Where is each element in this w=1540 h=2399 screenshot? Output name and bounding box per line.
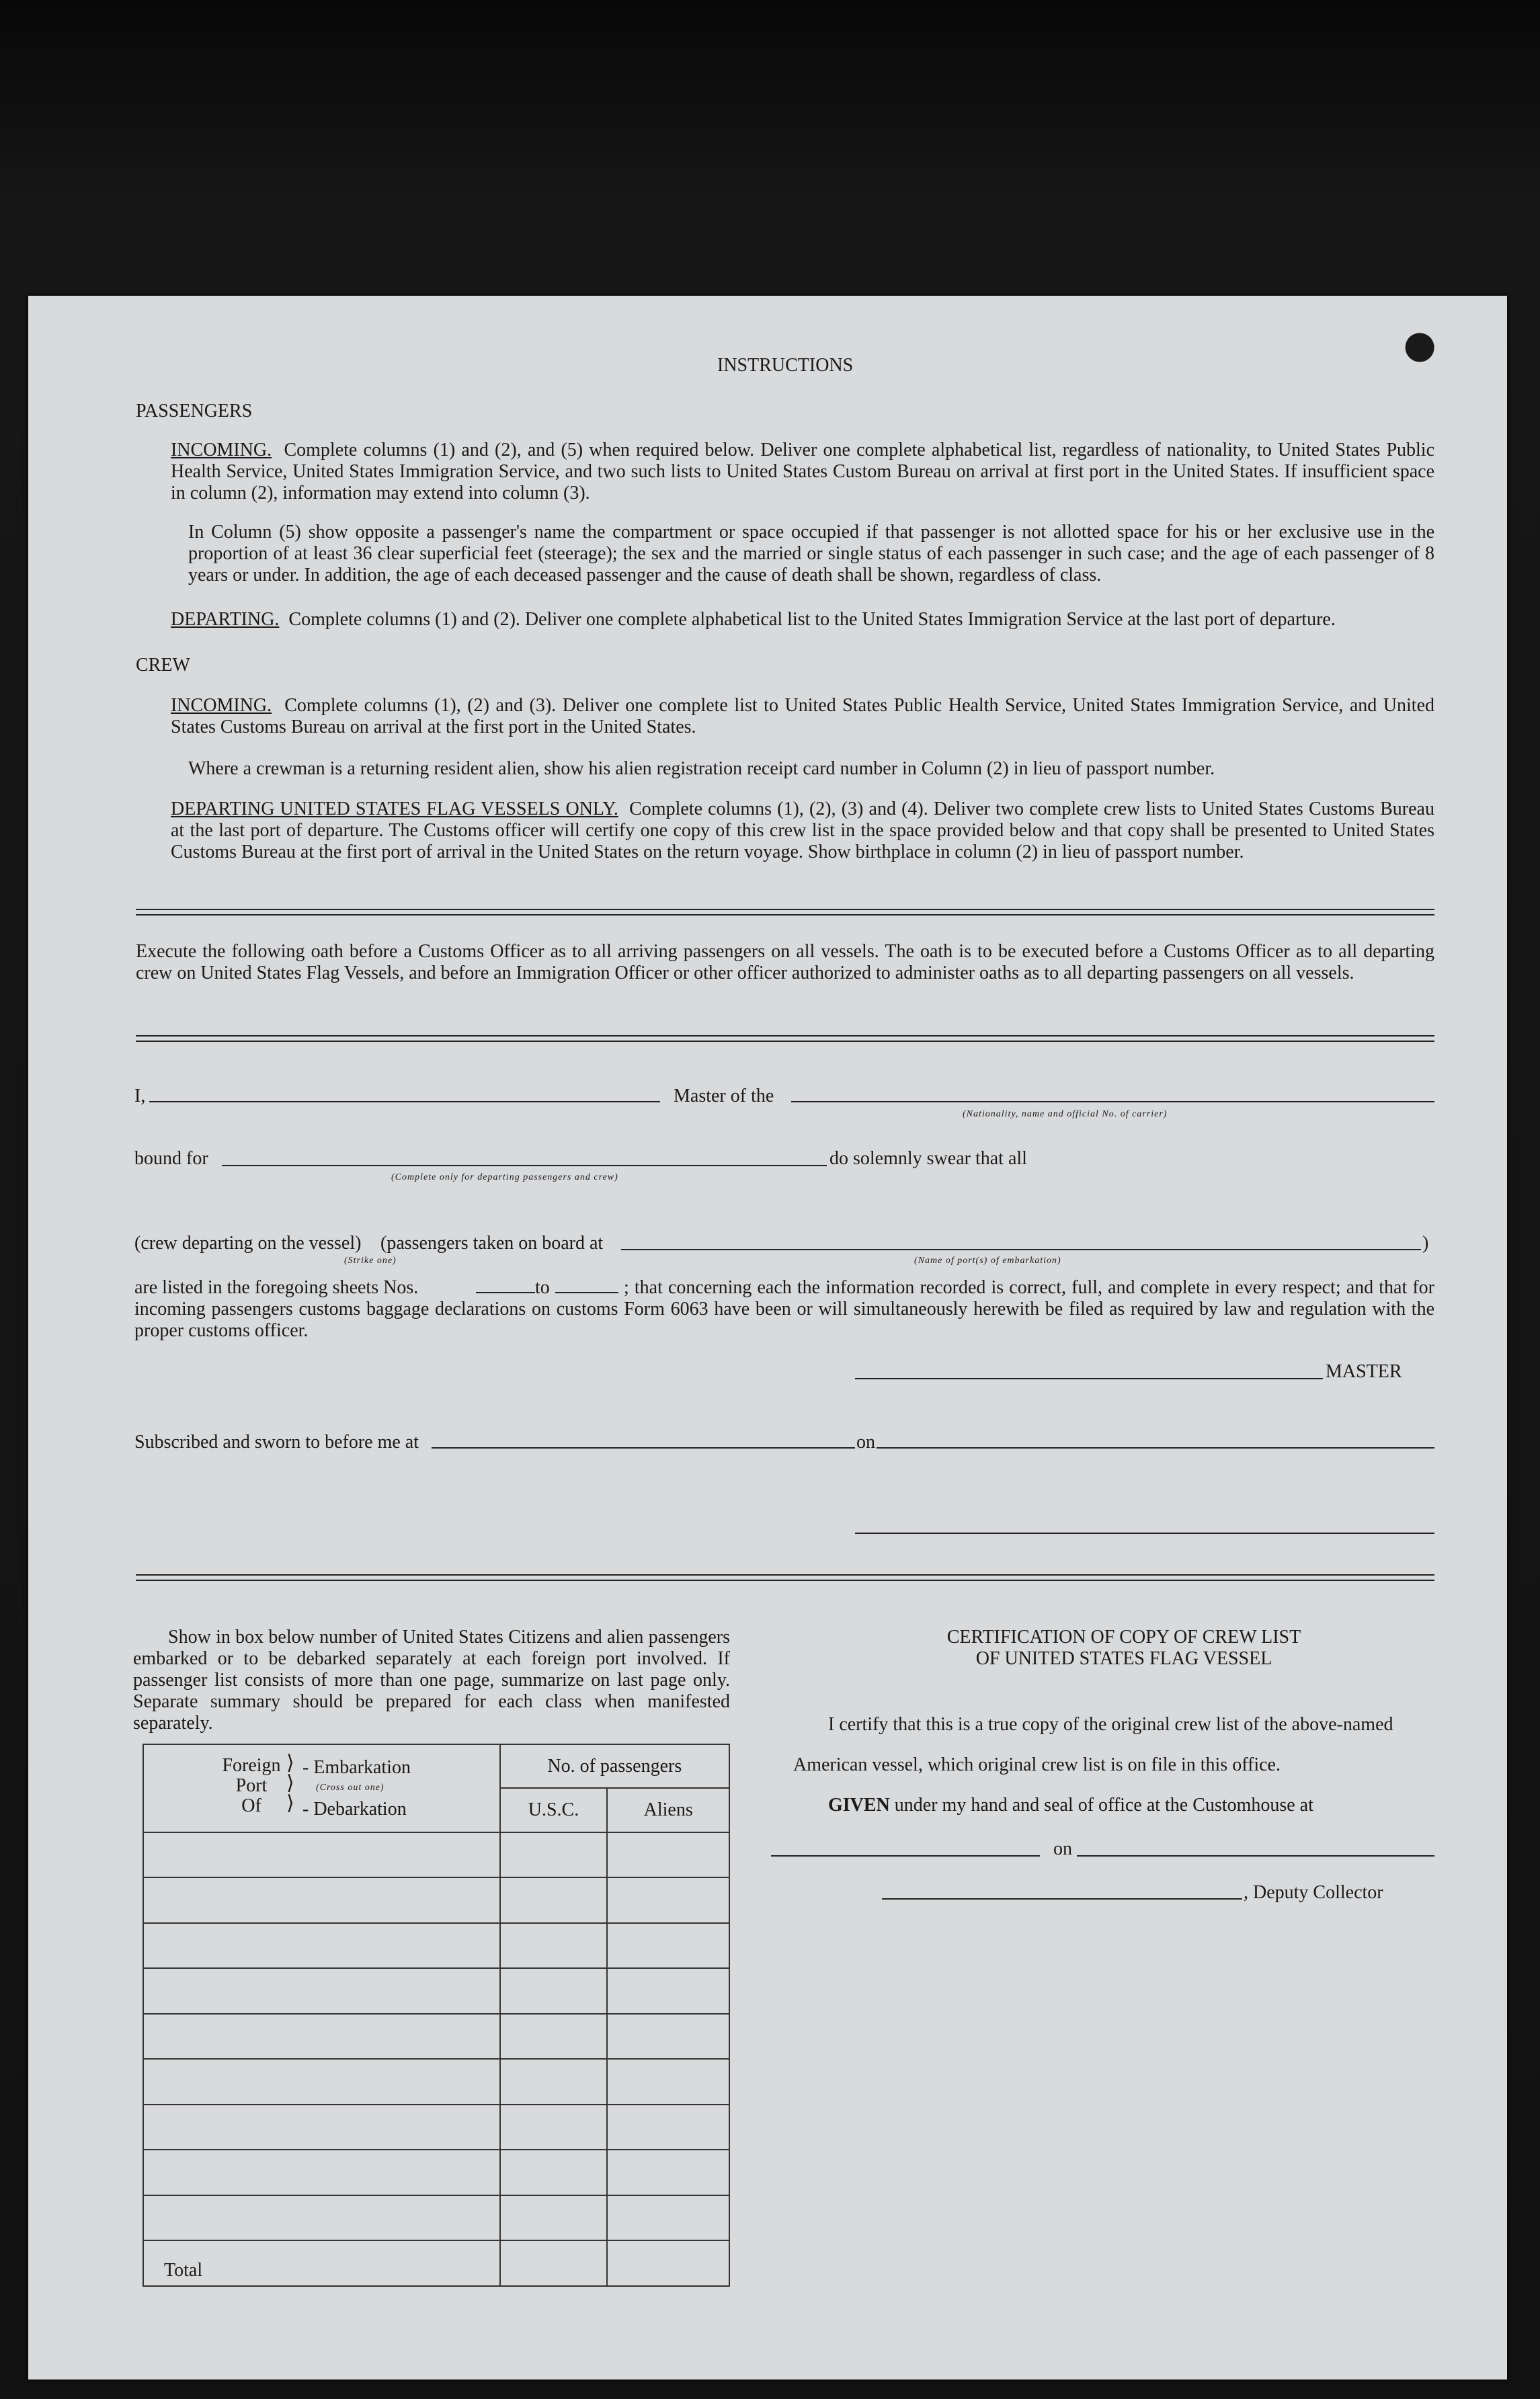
aliens-cell[interactable]	[607, 2059, 729, 2105]
certification-title-2: OF UNITED STATES FLAG VESSEL	[975, 1648, 1272, 1669]
crew-incoming	[171, 695, 1434, 738]
passengers-incoming-text: Complete columns (1) and (2), and (5) when required below. Deliver one complete alphabetical list, regardless of nationality, to United States Public Health Service, United States Immigration Service, and two such lists to United States Custom Bureau on arrival at first port in the United States. If insufficient space in column (2), information may extend into column (3).	[171, 440, 1435, 503]
of-label: Of	[241, 1795, 261, 1817]
usc-cell[interactable]	[500, 1968, 608, 2014]
master-name-field[interactable]	[149, 1101, 660, 1102]
usc-cell[interactable]	[500, 1923, 608, 1969]
oath-i: I,	[134, 1086, 146, 1106]
usc-cell[interactable]	[500, 2059, 608, 2105]
cert-date-field[interactable]	[1077, 1855, 1434, 1857]
passengers-departing-label: DEPARTING.	[171, 609, 280, 630]
divider	[136, 909, 1434, 916]
passenger-summary-table	[143, 1744, 730, 2287]
aliens-total-cell[interactable]	[607, 2240, 729, 2286]
crew-departing	[171, 799, 1434, 863]
master-label: MASTER	[1326, 1361, 1402, 1382]
instructions-heading: INSTRUCTIONS	[717, 355, 854, 376]
crew-departing-text: Complete columns (1), (2), (3) and (4). Deliver two complete crew lists to United States Customs Bureau at the last port of departure. The Customs officer will certify one copy of this crew list in the space provided below and that copy shall be presented to United States Customs Bureau at the first port of arrival in the United States on the return voyage. Show birthplace in column (2) in lieu of passport number.	[171, 799, 1434, 862]
listed-text-b: ; that concerning each the information recorded is correct, full, and complete in every respect; and that for incoming passengers customs baggage declarations on customs Form 6063 have been or will simultaneously herewith be filed as required by law and regulation with the proper customs officer.	[134, 1277, 1434, 1341]
aliens-cell[interactable]	[607, 2195, 729, 2241]
crew-title: CREW	[136, 655, 190, 676]
close-paren: )	[1422, 1233, 1429, 1254]
port-note: (Name of port(s) of embarkation)	[914, 1256, 1061, 1266]
crew-resident: Where a crewman is a returning resident alien, show his alien registration receipt card number in Column (2) in lieu of passport number.	[188, 758, 1215, 779]
passengers-departing	[171, 609, 1434, 631]
divider	[136, 1574, 1434, 1581]
usc-total-cell[interactable]	[500, 2240, 608, 2286]
aliens-cell[interactable]	[607, 1877, 729, 1923]
embarkation-label[interactable]: - Embarkation	[302, 1757, 411, 1779]
usc-cell[interactable]	[500, 2014, 608, 2060]
sworn-on-label: on	[856, 1432, 875, 1453]
port-cell[interactable]	[143, 1923, 500, 1969]
port-cell[interactable]	[143, 1877, 500, 1923]
port-label: Port	[235, 1775, 268, 1797]
crew-incoming-label: INCOMING.	[171, 695, 272, 716]
form-page	[28, 296, 1507, 2380]
port-embarkation-field[interactable]	[621, 1249, 1421, 1250]
aliens-cell[interactable]	[607, 2014, 729, 2060]
certification-text-1: I certify that this is a true copy of the original crew list of the above-named	[828, 1714, 1393, 1735]
officer-signature-field[interactable]	[855, 1533, 1434, 1534]
passengers-incoming-label: INCOMING.	[171, 440, 272, 460]
customhouse-field[interactable]	[771, 1855, 1040, 1857]
port-cell[interactable]	[143, 2105, 500, 2150]
passengers-column5: In Column (5) show opposite a passenger's name the compartment or space occupied if that passenger is not allotted space for his or her exclusive use in the proportion of at least 36 clear superficial feet (steerage); the sex and the married or single status of each passenger in such case; and the age of each passenger of 8 years or under. In addition, the age of each deceased passenger and the cause of death shall be shown, regardless of class.	[188, 522, 1434, 585]
subscribed-label: Subscribed and sworn to before me at	[134, 1432, 419, 1453]
foreign-port-header	[143, 1744, 500, 1832]
bound-for-field[interactable]	[222, 1165, 827, 1166]
aliens-cell[interactable]	[607, 1923, 729, 1969]
brace-glyph: ⟩ ⟩ ⟩	[286, 1752, 294, 1815]
given-text: under my hand and seal of office at the Customhouse at	[894, 1795, 1313, 1816]
port-cell[interactable]	[143, 1968, 500, 2014]
cross-out-note: (Cross out one)	[316, 1783, 384, 1793]
port-cell[interactable]	[143, 2059, 500, 2105]
debarkation-label[interactable]: - Debarkation	[302, 1799, 407, 1820]
usc-cell[interactable]	[500, 2150, 608, 2195]
strike-one-note: (Strike one)	[344, 1256, 397, 1266]
port-cell[interactable]	[143, 2195, 500, 2241]
passengers-taken-option: (passengers taken on board at	[380, 1233, 604, 1254]
passengers-incoming	[171, 440, 1434, 504]
usc-cell[interactable]	[500, 2195, 608, 2241]
swear-text: do solemnly swear that all	[829, 1148, 1027, 1169]
passengers-title: PASSENGERS	[136, 401, 253, 421]
port-cell[interactable]	[143, 2150, 500, 2195]
usc-header: U.S.C.	[500, 1788, 608, 1832]
aliens-cell[interactable]	[607, 1832, 729, 1878]
carrier-note: (Nationality, name and official No. of carrier)	[963, 1109, 1168, 1119]
crew-departing-label: DEPARTING UNITED STATES FLAG VESSELS ONLY.	[171, 799, 618, 819]
ink-blot: ●	[1400, 307, 1441, 381]
crew-departing-option: (crew departing on the vessel)	[134, 1233, 362, 1254]
passengers-departing-text: Complete columns (1) and (2). Deliver one complete alphabetical list to the United States Immigration Service at the last port of departure.	[288, 609, 1336, 630]
given-line	[828, 1795, 1313, 1816]
certification-title-1: CERTIFICATION OF COPY OF CREW LIST	[946, 1627, 1301, 1648]
deputy-signature-field[interactable]	[882, 1898, 1242, 1900]
master-of-the-label: Master of the	[674, 1086, 774, 1106]
sworn-place-field[interactable]	[432, 1447, 855, 1449]
summary-instructions: Show in box below number of United States Citizens and alien passengers embarked or to be debarked separately at each foreign port involved. If passenger list consists of more than one page, summarize on last page only. Separate summary should be prepared for each class when manifested separately.	[133, 1627, 730, 1734]
aliens-cell[interactable]	[607, 2105, 729, 2150]
certification-text-2: American vessel, which original crew list is on file in this office.	[793, 1754, 1281, 1775]
sworn-date-field[interactable]	[877, 1447, 1434, 1449]
aliens-cell[interactable]	[607, 1968, 729, 2014]
deputy-collector-label: , Deputy Collector	[1244, 1882, 1383, 1903]
usc-cell[interactable]	[500, 2105, 608, 2150]
bound-note: (Complete only for departing passengers and crew)	[391, 1172, 618, 1182]
port-cell[interactable]	[143, 1832, 500, 1878]
total-label: Total	[143, 2240, 500, 2286]
port-cell[interactable]	[143, 2014, 500, 2060]
bound-for-label: bound for	[134, 1148, 208, 1169]
to-label: to	[535, 1277, 550, 1298]
master-signature-field[interactable]	[855, 1378, 1323, 1379]
foreign-label: Foreign	[222, 1755, 281, 1777]
usc-cell[interactable]	[500, 1877, 608, 1923]
no-passengers-header: No. of passengers	[500, 1744, 729, 1788]
divider	[136, 1035, 1434, 1042]
aliens-cell[interactable]	[607, 2150, 729, 2195]
given-label: GIVEN	[828, 1795, 890, 1816]
oath-instructions: Execute the following oath before a Customs Officer as to all arriving passengers on all vessels. The oath is to be executed before a Customs Officer as to all departing crew on United States Flag Vessels, and before an Immigration Officer or other officer authorized to administer oaths as to all departing passengers on all vessels.	[136, 941, 1434, 983]
crew-incoming-text: Complete columns (1), (2) and (3). Deliver one complete list to United States Public Health Service, United States Immigration Service, and United States Customs Bureau on arrival at the first port in the United States.	[171, 695, 1435, 737]
usc-cell[interactable]	[500, 1832, 608, 1878]
cert-on-label: on	[1053, 1838, 1072, 1859]
carrier-field[interactable]	[791, 1101, 1434, 1102]
listed-text-a: are listed in the foregoing sheets Nos.	[134, 1277, 419, 1298]
aliens-header: Aliens	[607, 1788, 729, 1832]
